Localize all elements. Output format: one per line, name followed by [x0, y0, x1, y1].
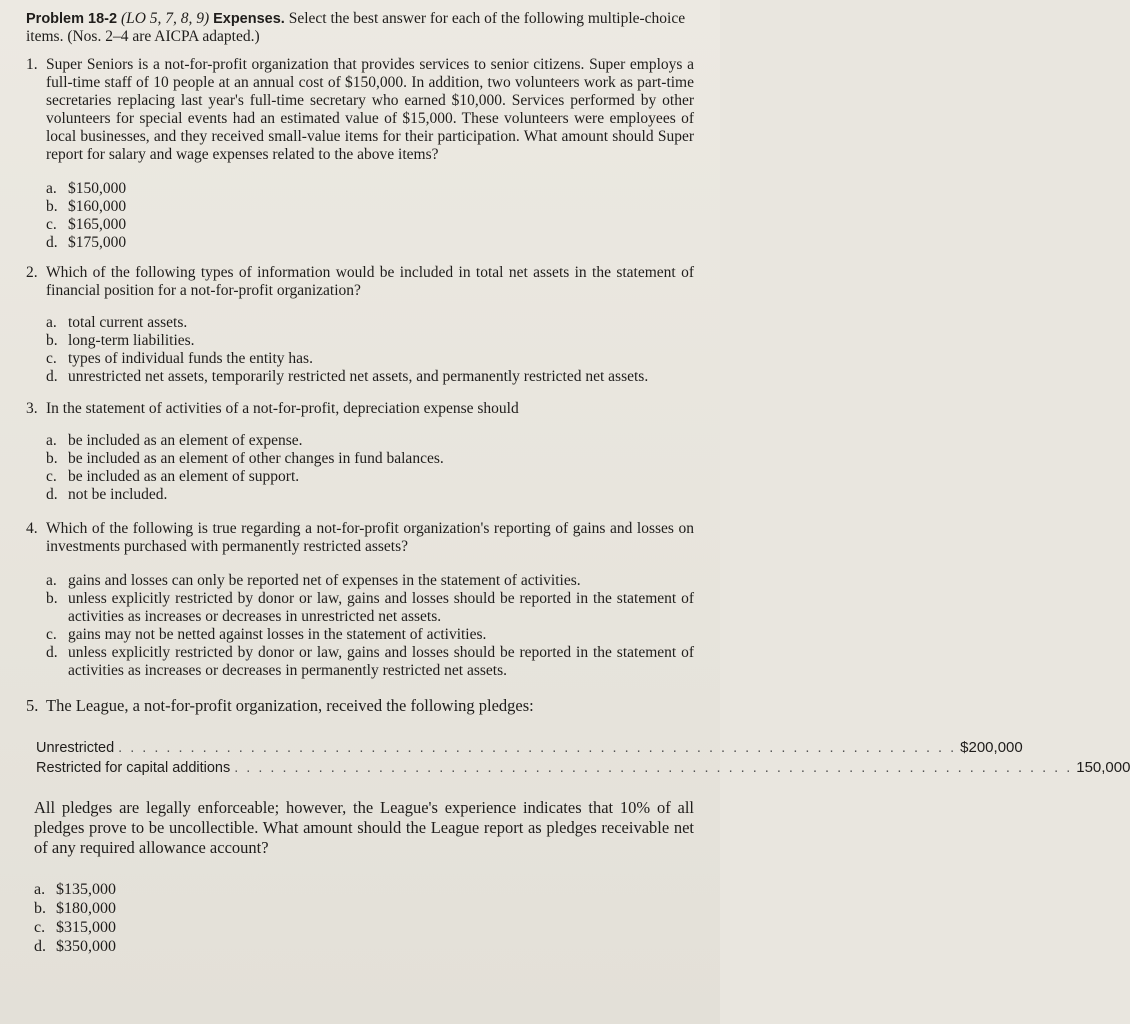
choice-letter: b.	[34, 900, 46, 917]
choice-text: $315,000	[56, 919, 116, 936]
choice-item	[34, 880, 694, 899]
choice-letter: c.	[46, 350, 57, 367]
choice-letter: d.	[46, 644, 58, 661]
question-5	[26, 696, 694, 716]
choice-text: $160,000	[68, 198, 127, 215]
choice-item	[46, 368, 694, 386]
choice-letter: b.	[46, 590, 58, 607]
choice-text: $175,000	[68, 234, 127, 251]
choice-list	[46, 180, 694, 252]
choice-list	[46, 314, 694, 386]
choice-letter: b.	[46, 450, 58, 467]
choice-item	[46, 486, 694, 504]
leader-dots: . . . . . . . . . . . . . . . . . . . . . . . . . . . . . . . . . . . . . . . . . . . . . . . . . . . . . . . . . . . . . . . . . . . . . .	[234, 760, 1073, 776]
pledges-table	[36, 738, 1130, 778]
choice-item	[46, 234, 694, 252]
choice-text: $180,000	[56, 900, 116, 917]
question-number: 3.	[26, 400, 38, 417]
choice-letter: b.	[46, 198, 58, 215]
pledge-label: Unrestricted	[36, 740, 115, 756]
question-number: 2.	[26, 264, 38, 281]
question-text: Super Seniors is a not-for-profit organization that provides services to senior citizens. Super employs a full-time staff of 10 people at an annual cost of $150,000. In addition, two volunteers work as part-time secretaries replacing last year's full-time secretary who earned $10,000. Services performed by other volunteers for special events had an estimated value of $15,000. These volunteers were employees of local businesses, and they received small-value items for their participation. What amount should Super report for salary and wage expenses related to the above items?	[46, 56, 694, 163]
choice-letter: d.	[46, 368, 58, 385]
question-2	[26, 264, 694, 386]
choice-text: $350,000	[56, 938, 116, 955]
choice-item	[46, 216, 694, 234]
choice-letter: c.	[46, 468, 57, 485]
problem-topic: Expenses.	[213, 11, 285, 27]
choice-item	[34, 899, 694, 918]
choice-letter: b.	[46, 332, 58, 349]
choice-letter: a.	[46, 572, 57, 589]
choice-letter: c.	[46, 216, 57, 233]
choice-text: long-term liabilities.	[68, 332, 195, 349]
pledge-amount: $200,000	[960, 739, 1023, 756]
choice-letter: d.	[34, 938, 46, 955]
learning-objectives: (LO 5, 7, 8, 9)	[120, 10, 210, 27]
choice-item	[46, 432, 694, 450]
problem-header	[26, 10, 694, 46]
choice-text: gains may not be netted against losses in the statement of activities.	[68, 626, 487, 643]
choice-list	[34, 880, 694, 956]
choice-text: unrestricted net assets, temporarily restricted net assets, and permanently restricted net assets.	[68, 368, 649, 385]
choice-text: be included as an element of other changes in fund balances.	[68, 450, 444, 467]
choice-letter: a.	[34, 881, 46, 898]
choice-item	[46, 180, 694, 198]
question-1	[26, 56, 694, 252]
choice-text: unless explicitly restricted by donor or law, gains and losses should be reported in the statement of activities as increases or decreases in unrestricted net assets.	[68, 590, 694, 625]
choice-letter: d.	[46, 234, 58, 251]
question-text: Which of the following is true regarding a not-for-profit organization's reporting of gains and losses on investments purchased with permanently restricted assets?	[46, 520, 694, 555]
choice-letter: a.	[46, 432, 57, 449]
choice-item	[46, 644, 694, 680]
question-text: In the statement of activities of a not-for-profit, depreciation expense should	[46, 400, 519, 417]
problem-instructions: Select the best answer for each of the following multiple-choice items. (Nos. 2–4 are AICPA adapted.)	[26, 10, 686, 45]
question-text: Which of the following types of information would be included in total net assets in the statement of financial position for a not-for-profit organization?	[46, 264, 694, 299]
choice-item	[46, 626, 694, 644]
choice-text: not be included.	[68, 486, 168, 503]
choice-list	[46, 572, 694, 680]
choice-list	[46, 432, 694, 504]
choice-text: $150,000	[68, 180, 127, 197]
choice-text: gains and losses can only be reported net of expenses in the statement of activities.	[68, 572, 581, 589]
question-4	[26, 520, 694, 680]
choice-letter: c.	[34, 919, 46, 936]
choice-item	[46, 450, 694, 468]
choice-text: unless explicitly restricted by donor or law, gains and losses should be reported in the statement of activities as increases or decreases in permanently restricted net assets.	[68, 644, 694, 679]
question-number: 1.	[26, 56, 38, 73]
choice-letter: a.	[46, 180, 57, 197]
choice-item	[46, 468, 694, 486]
pledge-amount: 150,000	[1076, 759, 1130, 776]
choice-item	[34, 918, 694, 937]
choice-letter: d.	[46, 486, 58, 503]
choice-letter: a.	[46, 314, 57, 331]
choice-item	[46, 590, 694, 626]
choice-text: types of individual funds the entity has.	[68, 350, 313, 367]
choice-item	[46, 572, 694, 590]
question-5-paragraph: All pledges are legally enforceable; however, the League's experience indicates that 10% of all pledges prove to be uncollectible. What amount should the League report as pledges receivable net of any required allowance account?	[34, 798, 694, 857]
choice-item	[46, 314, 694, 332]
choice-text: $135,000	[56, 881, 116, 898]
choice-item	[46, 350, 694, 368]
question-number: 5.	[26, 696, 39, 715]
leader-dots: . . . . . . . . . . . . . . . . . . . . . . . . . . . . . . . . . . . . . . . . . . . . . . . . . . . . . . . . . . . . . . . . . . . . . .	[118, 740, 957, 756]
choice-text: total current assets.	[68, 314, 188, 331]
question-3	[26, 400, 694, 504]
choice-item	[34, 937, 694, 956]
question-text: The League, a not-for-profit organization, received the following pledges:	[46, 696, 534, 715]
problem-number: Problem 18-2	[26, 11, 118, 27]
choice-text: be included as an element of support.	[68, 468, 300, 485]
choice-text: be included as an element of expense.	[68, 432, 303, 449]
choice-text: $165,000	[68, 216, 127, 233]
pledge-label: Restricted for capital additions	[36, 760, 231, 776]
choice-item	[46, 198, 694, 216]
choice-letter: c.	[46, 626, 57, 643]
pledge-row	[36, 758, 1130, 778]
question-number: 4.	[26, 520, 38, 537]
choice-item	[46, 332, 694, 350]
pledge-row	[36, 738, 1023, 758]
